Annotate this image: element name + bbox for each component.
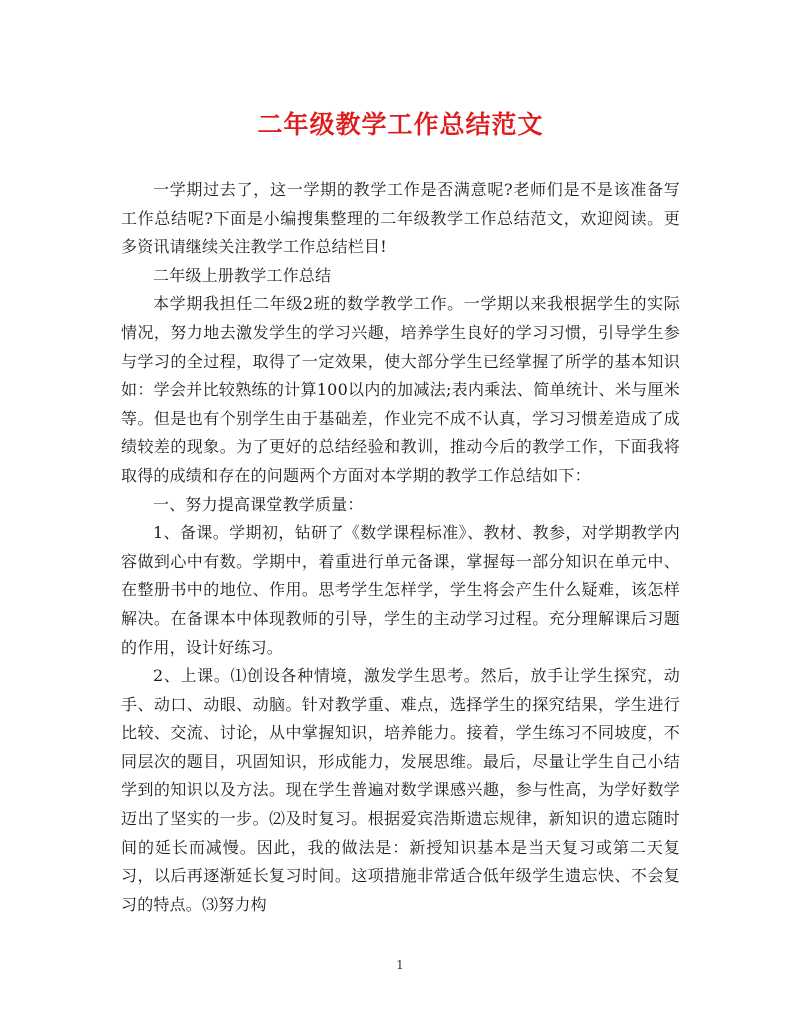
paragraph-intro: 一学期过去了，这一学期的教学工作是否满意呢?老师们是不是该准备写工作总结呢?下面是小编搜集整理的二年级教学工作总结范文，欢迎阅读。更多资讯请继续关注教学工作总结栏目! [121, 180, 680, 257]
section-heading: 二年级上册教学工作总结 [153, 265, 332, 285]
paragraph-teaching: 2、上课。⑴创设各种情境，激发学生思考。然后，放手让学生探究，动手、动口、动眼、动脑。针对教学重、难点，选择学生的探究结果，学生进行比较、交流、讨论，从中掌握知识，培养能力。接着，学生练习不同坡度，不同层次的题目，巩固知识，形成能力，发展思维。最后，尽量让学生自己小结学到的知识以及方法。现在学生普遍对数学课感兴趣，参与性高，为学好数学迈出了坚实的一步。⑵及时复习。根据爱宾浩斯遗忘规律，新知识的遗忘随时间的延长而减慢。因此，我的做法是：新授知识基本是当天复习或第二天复习，以后再逐渐延长复习时间。这项措施非常适合低年级学生遗忘快、不会复习的特点。⑶努力构 [121, 666, 680, 914]
subheading-classroom-quality: 一、努力提高课堂教学质量： [153, 494, 364, 514]
paragraph-overview: 本学期我担任二年级2班的数学教学工作。一学期以来我根据学生的实际情况，努力地去激发学生的学习兴趣，培养学生良好的学习习惯，引导学生参与学习的全过程，取得了一定效果，使大部分学生已经掌握了所学的基本知识如：学会并比较熟练的计算100以内的加减法;表内乘法、简单统计、米与厘米等。但是也有个别学生由于基础差，作业完不成不认真，学习习惯差造成了成绩较差的现象。为了更好的总结经验和教训，推动今后的教学工作，下面我将取得的成绩和存在的问题两个方面对本学期的教学工作总结如下： [121, 294, 680, 485]
document-body [121, 176, 680, 919]
page-number: 1 [396, 958, 404, 972]
paragraph-lesson-prep: 1、备课。学期初，钻研了《数学课程标准》、教材、教参，对学期教学内容做到心中有数。学期中，着重进行单元备课，掌握每一部分知识在单元中、在整册书中的地位、作用。思考学生怎样学，学生将会产生什么疑难，该怎样解决。在备课本中体现教师的引导，学生的主动学习过程。充分理解课后习题的作用，设计好练习。 [121, 523, 680, 657]
document-title: 二年级教学工作总结范文 [257, 110, 544, 139]
